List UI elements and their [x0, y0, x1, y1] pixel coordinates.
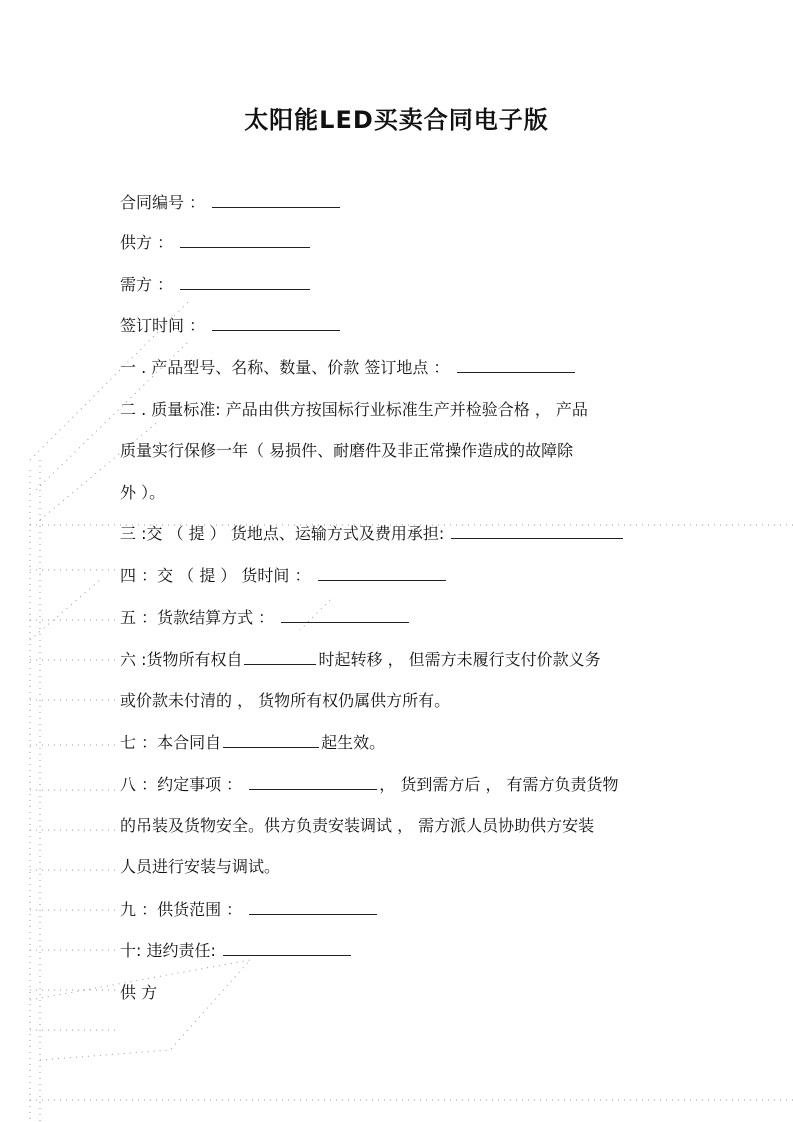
clause-2-line-1: 二 . 质量标准: 产品由供方按国标行业标准生产并检验合格 ， 产品	[120, 400, 588, 419]
contract-number-label: 合同编号 ：	[120, 193, 206, 212]
clause-6-line-2: 或价款未付清的 ， 货物所有权仍属供方所有。	[120, 691, 451, 710]
sign-place-blank	[457, 358, 575, 373]
clause-9	[120, 900, 680, 920]
agreed-matters-blank	[249, 775, 377, 790]
delivery-place-blank	[451, 524, 623, 539]
clause-7	[120, 733, 680, 753]
buyer-row	[120, 275, 680, 295]
clause-9-text: 九 ：供货范围 ：	[120, 900, 243, 919]
clause-6-suffix: 时起转移 ， 但需方未履行支付价款义务	[318, 650, 601, 669]
clause-1-text: 一 . 产品型号、名称、数量、价款 签订地点 ：	[120, 358, 450, 377]
clause-5-text: 五 ：货款结算方式 ：	[120, 608, 275, 627]
clause-8-line-1	[120, 775, 680, 795]
clause-1	[120, 358, 680, 378]
clause-6-line-1	[120, 650, 680, 670]
buyer-label: 需方 ：	[120, 275, 174, 294]
clause-10-text: 十: 违约责任:	[120, 941, 216, 960]
clause-8-prefix: 八 ：约定事项 ：	[120, 775, 243, 794]
contract-number-blank	[212, 193, 340, 208]
clause-7-prefix: 七 ：本合同自	[120, 733, 222, 752]
sign-time-blank	[212, 316, 340, 331]
clause-7-suffix: 起生效。	[321, 733, 386, 752]
clause-3	[120, 524, 680, 544]
effective-date-blank	[223, 733, 319, 748]
payment-method-blank	[281, 608, 409, 623]
supplier-row	[120, 233, 680, 253]
clause-6-prefix: 六 :货物所有权自	[120, 650, 243, 669]
clause-3-text: 三 :交 （ 提 ） 货地点、运输方式及费用承担:	[120, 524, 445, 543]
contract-number-row	[120, 193, 680, 213]
clause-2-line-2: 质量实行保修一年（ 易损件、耐磨件及非正常操作造成的故障除	[120, 441, 574, 460]
clause-10	[120, 941, 680, 961]
clause-5	[120, 608, 680, 628]
sign-time-label: 签订时间 ：	[120, 316, 206, 335]
clause-2-line-3: 外 ）。	[120, 483, 166, 502]
supplier-label: 供方 ：	[120, 233, 174, 252]
clause-8-line-3: 人员进行安装与调试。	[120, 857, 281, 876]
footer-supplier: 供 方	[120, 983, 158, 1002]
liability-blank	[223, 941, 351, 956]
sign-time-row	[120, 316, 680, 336]
clause-4	[120, 566, 680, 586]
delivery-time-blank	[318, 566, 446, 581]
clause-8-suffix: ， 货到需方后 ， 有需方负责货物	[379, 775, 619, 794]
supplier-blank	[180, 233, 310, 248]
page-title: 太阳能LED买卖合同电子版	[244, 106, 549, 134]
buyer-blank	[180, 275, 310, 290]
clause-4-text: 四 ：交 （ 提 ） 货时间 ：	[120, 566, 311, 585]
clause-8-line-2: 的吊装及货物安全。供方负责安装调试 ， 需方派人员协助供方安装	[120, 816, 595, 835]
ownership-time-blank	[244, 650, 316, 665]
supply-scope-blank	[249, 900, 377, 915]
